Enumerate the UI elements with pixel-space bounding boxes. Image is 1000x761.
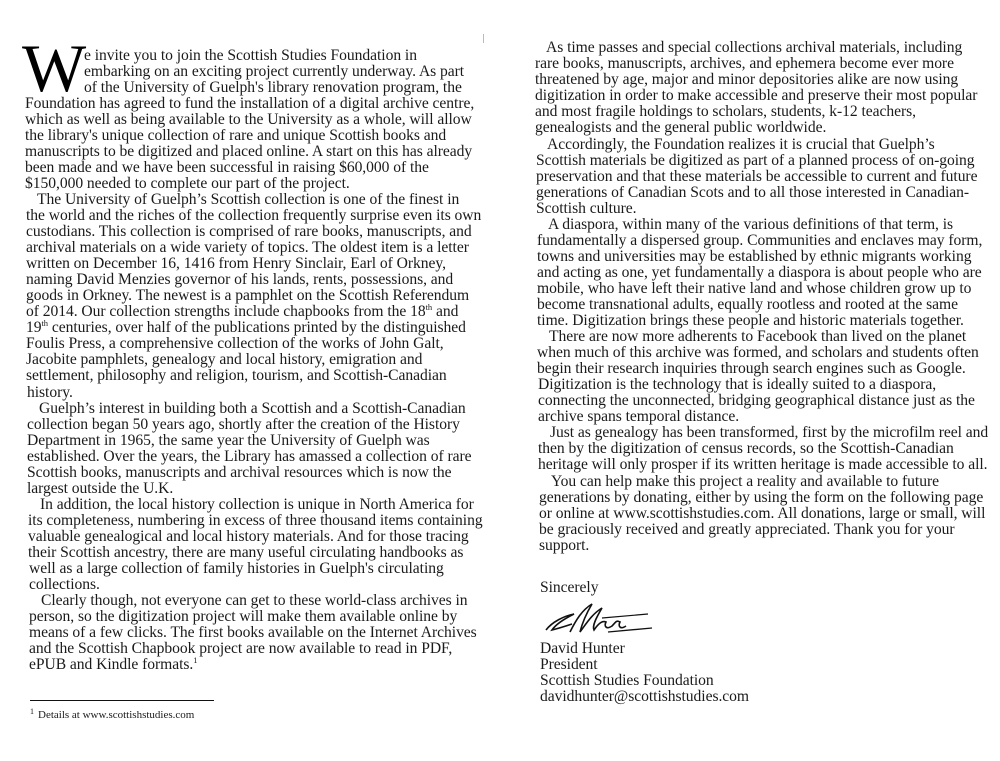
right-page [500,0,1000,761]
text-line [538,441,954,457]
line-text: President [540,656,598,673]
line-text: which as well as being available to the University as a whole, will allow [25,111,472,128]
text-line [29,577,100,593]
line-text: Digitization is the technology that is ideally suited to a diaspora, [538,376,937,393]
text-line [537,249,971,265]
line-text: be graciously received and greatly appreciated. Thank you for your [539,521,955,538]
text-line [29,657,197,674]
line-text: Clearly though, not everyone can get to these world-class archives in [41,592,468,609]
text-line [25,160,429,176]
text-line [39,401,466,417]
text-line [539,506,985,522]
line-text: Foundation has agreed to fund the installation of a digital archive centre, [25,95,475,112]
line-text: generations of Canadian Scots and to all those interested in Canadian- [536,184,970,201]
line-text: Accordingly, the Foundation realizes it is crucial that Guelph’s [547,136,935,153]
text-line [26,368,447,384]
text-line [29,641,452,657]
line-text: There are now more adherents to Facebook than lived on the planet [549,328,967,345]
text-line [29,609,457,625]
line-text: collection began 50 years ago, shortly after the creation of the History [27,416,460,433]
line-text: collections. [29,576,100,593]
text-line [27,481,173,497]
line-text: embarking on an exciting project currently underway. As part [84,63,465,80]
line-text: or online at www.scottishstudies.com. All donations, large or small, will [539,505,986,522]
text-line [546,40,962,56]
footnote [30,709,194,721]
text-line [40,497,474,513]
superscript: th [41,318,49,328]
line-text: custodians. This collection is comprised of rare books, manuscripts, and [26,223,472,240]
text-line [548,217,953,233]
line-text: Just as genealogy has been transformed, first by the microfilm reel and [550,424,989,441]
line-text: history. [27,384,73,401]
text-line [538,377,936,393]
text-line [27,465,452,481]
text-line [28,513,483,529]
line-text: person, so the digitization project will make them available online by [29,608,458,625]
line-text: the library's unique collection of rare and unique Scottish books and [25,127,447,144]
text-line [537,345,979,361]
text-line [27,449,472,465]
line-text: of 2014. Our collection strengths include chapbooks from the 18 [26,303,426,320]
line-text: settlement, philosophy and religion, tourism, and Scottish-Canadian [26,367,447,384]
line-text: As time passes and special collections archival materials, including [546,39,963,56]
text-line [537,361,966,377]
line-text: manuscripts to be digitized and placed online. A start on this has already [25,143,473,160]
line-text: ePUB and Kindle formats. [29,656,194,673]
line-text: and most fragile holdings to scholars, students, k-12 teachers, [535,103,916,120]
text-line [26,288,469,304]
text-line [25,176,350,192]
text-line [551,474,939,490]
line-text: established. Over the years, the Library has amassed a collection of rare [27,448,472,465]
line-text: means of a few clicks. The first books available on the Internet Archives [29,624,477,641]
footnote-divider [30,700,214,701]
text-line [539,522,955,538]
line-text: Jacobite pamphlets, genealogy and local history, emigration and [26,351,423,368]
line-text: rare books, manuscripts, archives, and ephemera become ever more [535,55,954,72]
text-line [26,240,469,256]
line-text: Sincerely [540,579,599,596]
line-text: threatened by age, major and minor depositories alike are now using [535,71,959,88]
text-line [26,224,472,240]
text-line [25,144,472,160]
text-line [84,80,462,96]
text-line [540,641,625,657]
line-text: goods in Orkney. The newest is a pamphlet on the Scottish Referendum [26,287,470,304]
text-line [537,297,958,313]
line-text: time. Digitization brings these people and historic materials together. [537,312,964,329]
text-line [540,673,714,689]
text-line [550,425,988,441]
text-line [537,281,971,297]
line-text: Guelph’s interest in building both a Scottish and a Scottish-Canadian [39,400,466,417]
text-line [539,538,589,554]
line-text: digitization in order to make accessible and preserve their most popular [535,87,978,104]
text-line [37,192,459,208]
text-line [41,593,468,609]
line-text-continued: and [432,303,459,320]
line-text: You can help make this project a reality and available to future [551,473,939,490]
line-text: $150,000 needed to complete our part of the project. [25,175,350,192]
line-text: the world and the riches of the collection frequently surprise even its own [26,207,482,224]
text-line [536,153,975,169]
line-text: support. [539,537,590,554]
line-text: preservation and that these materials be accessible to current and future [536,168,978,185]
line-text: fundamentally a dispersed group. Communities and enclaves may form, [537,232,983,249]
text-line [25,96,474,112]
line-text: Scottish culture. [536,200,637,217]
text-line [26,208,481,224]
scan-artifact [483,34,484,43]
line-text-continued: centuries, over half of the publications printed by the distinguished [48,319,466,336]
line-text: In addition, the local history collection is unique in North America for [40,496,474,513]
line-text: Foulis Press, a comprehensive collection of the works of John Galt, [26,335,444,352]
line-text: Department in 1965, the same year the University of Guelph was [27,432,430,449]
line-text: towns and universities may be established by ethnic migrants working [537,248,972,265]
line-text: archive spans temporal distance. [538,408,740,425]
line-text: become transnational adults, equally rootless and rooted at the same [537,296,958,313]
text-line [540,657,598,673]
footnote-text: Details at www.scottishstudies.com [38,709,195,721]
line-text: Scottish books, manuscripts and archival resources which is now the [27,464,452,481]
line-text: and acting as one, yet fundamentally a diaspora is about people who are [537,264,982,281]
text-line [535,56,954,72]
line-text: when much of this archive was formed, and scholars and students often [537,344,979,361]
line-text: genealogists and the general public worldwide. [535,119,827,136]
text-line [538,393,975,409]
line-text: then by the digitization of census records, so the Scottish-Canadian [538,440,954,457]
superscript: 1 [193,655,198,665]
text-line [26,272,453,288]
line-text: its completeness, numbering in excess of three thousand items containing [28,512,483,529]
line-text: written on December 16, 1416 from Henry Sinclair, Earl of Orkney, [26,255,446,272]
text-line [28,529,469,545]
line-text: their Scottish ancestry, there are many useful circulating handbooks as [28,544,464,561]
line-text: largest outside the U.K. [27,480,174,497]
text-line [549,329,966,345]
line-text: davidhunter@scottishstudies.com [540,688,750,705]
drop-cap: W [22,30,87,106]
text-line [538,409,739,425]
line-text: of the University of Guelph's library renovation program, the [84,79,462,96]
line-text: A diaspora, within many of the various definitions of that term, is [548,216,954,233]
text-line [27,385,73,401]
line-text: begin their research inquiries through search engines such as Google. [537,360,966,377]
signature-icon [542,600,654,640]
line-text: naming David Menzies governor of his lands, rents, possessions, and [26,271,454,288]
line-text: generations by donating, either by using the form on the following page [539,489,984,506]
text-line [540,689,749,705]
line-text: archival materials on a wide variety of topics. The oldest item is a letter [26,239,469,256]
text-line [26,336,444,352]
line-text: e invite you to join the Scottish Studies Foundation in [84,47,417,64]
superscript: th [425,302,433,312]
line-text: Scottish materials be digitized as part of a planned process of on-going [536,152,975,169]
text-line [537,265,982,281]
text-line [536,169,977,185]
text-line [26,352,422,368]
text-line [27,433,430,449]
text-line [535,88,977,104]
line-text: valuable genealogical and local history materials. And for those tracing [28,528,469,545]
text-line [535,104,916,120]
line-text: The University of Guelph’s Scottish collection is one of the finest in [37,191,460,208]
footnote-marker: 1 [30,707,34,716]
text-line [25,112,472,128]
text-line [84,64,464,80]
text-line [25,128,446,144]
line-text: and the Scottish Chapbook project are now available to read in PDF, [29,640,453,657]
text-line [540,580,598,596]
line-text: heritage will only prosper if its written heritage is made accessible to all. [538,456,988,473]
line-text: mobile, who have left their native land and whose children grow up to [537,280,972,297]
line-text: 19 [26,319,42,336]
line-text: David Hunter [540,640,625,657]
text-line [535,72,958,88]
line-text: connecting the unconnected, bridging geographical distance just as the [538,392,975,409]
line-text: been made and we have been successful in raising $60,000 of the [25,159,429,176]
line-text: Scottish Studies Foundation [540,672,714,689]
text-line [537,313,964,329]
text-line [26,256,446,272]
text-line [84,48,417,64]
text-line [28,545,463,561]
text-line [547,137,935,153]
text-line [539,490,983,506]
text-line [27,417,460,433]
text-line [536,185,969,201]
text-line [535,120,826,136]
text-line [536,201,637,217]
text-line [29,561,444,577]
line-text: well as a large collection of family histories in Guelph's circulating [29,560,444,577]
text-line [537,233,982,249]
text-line [538,457,988,473]
text-line [29,625,477,641]
